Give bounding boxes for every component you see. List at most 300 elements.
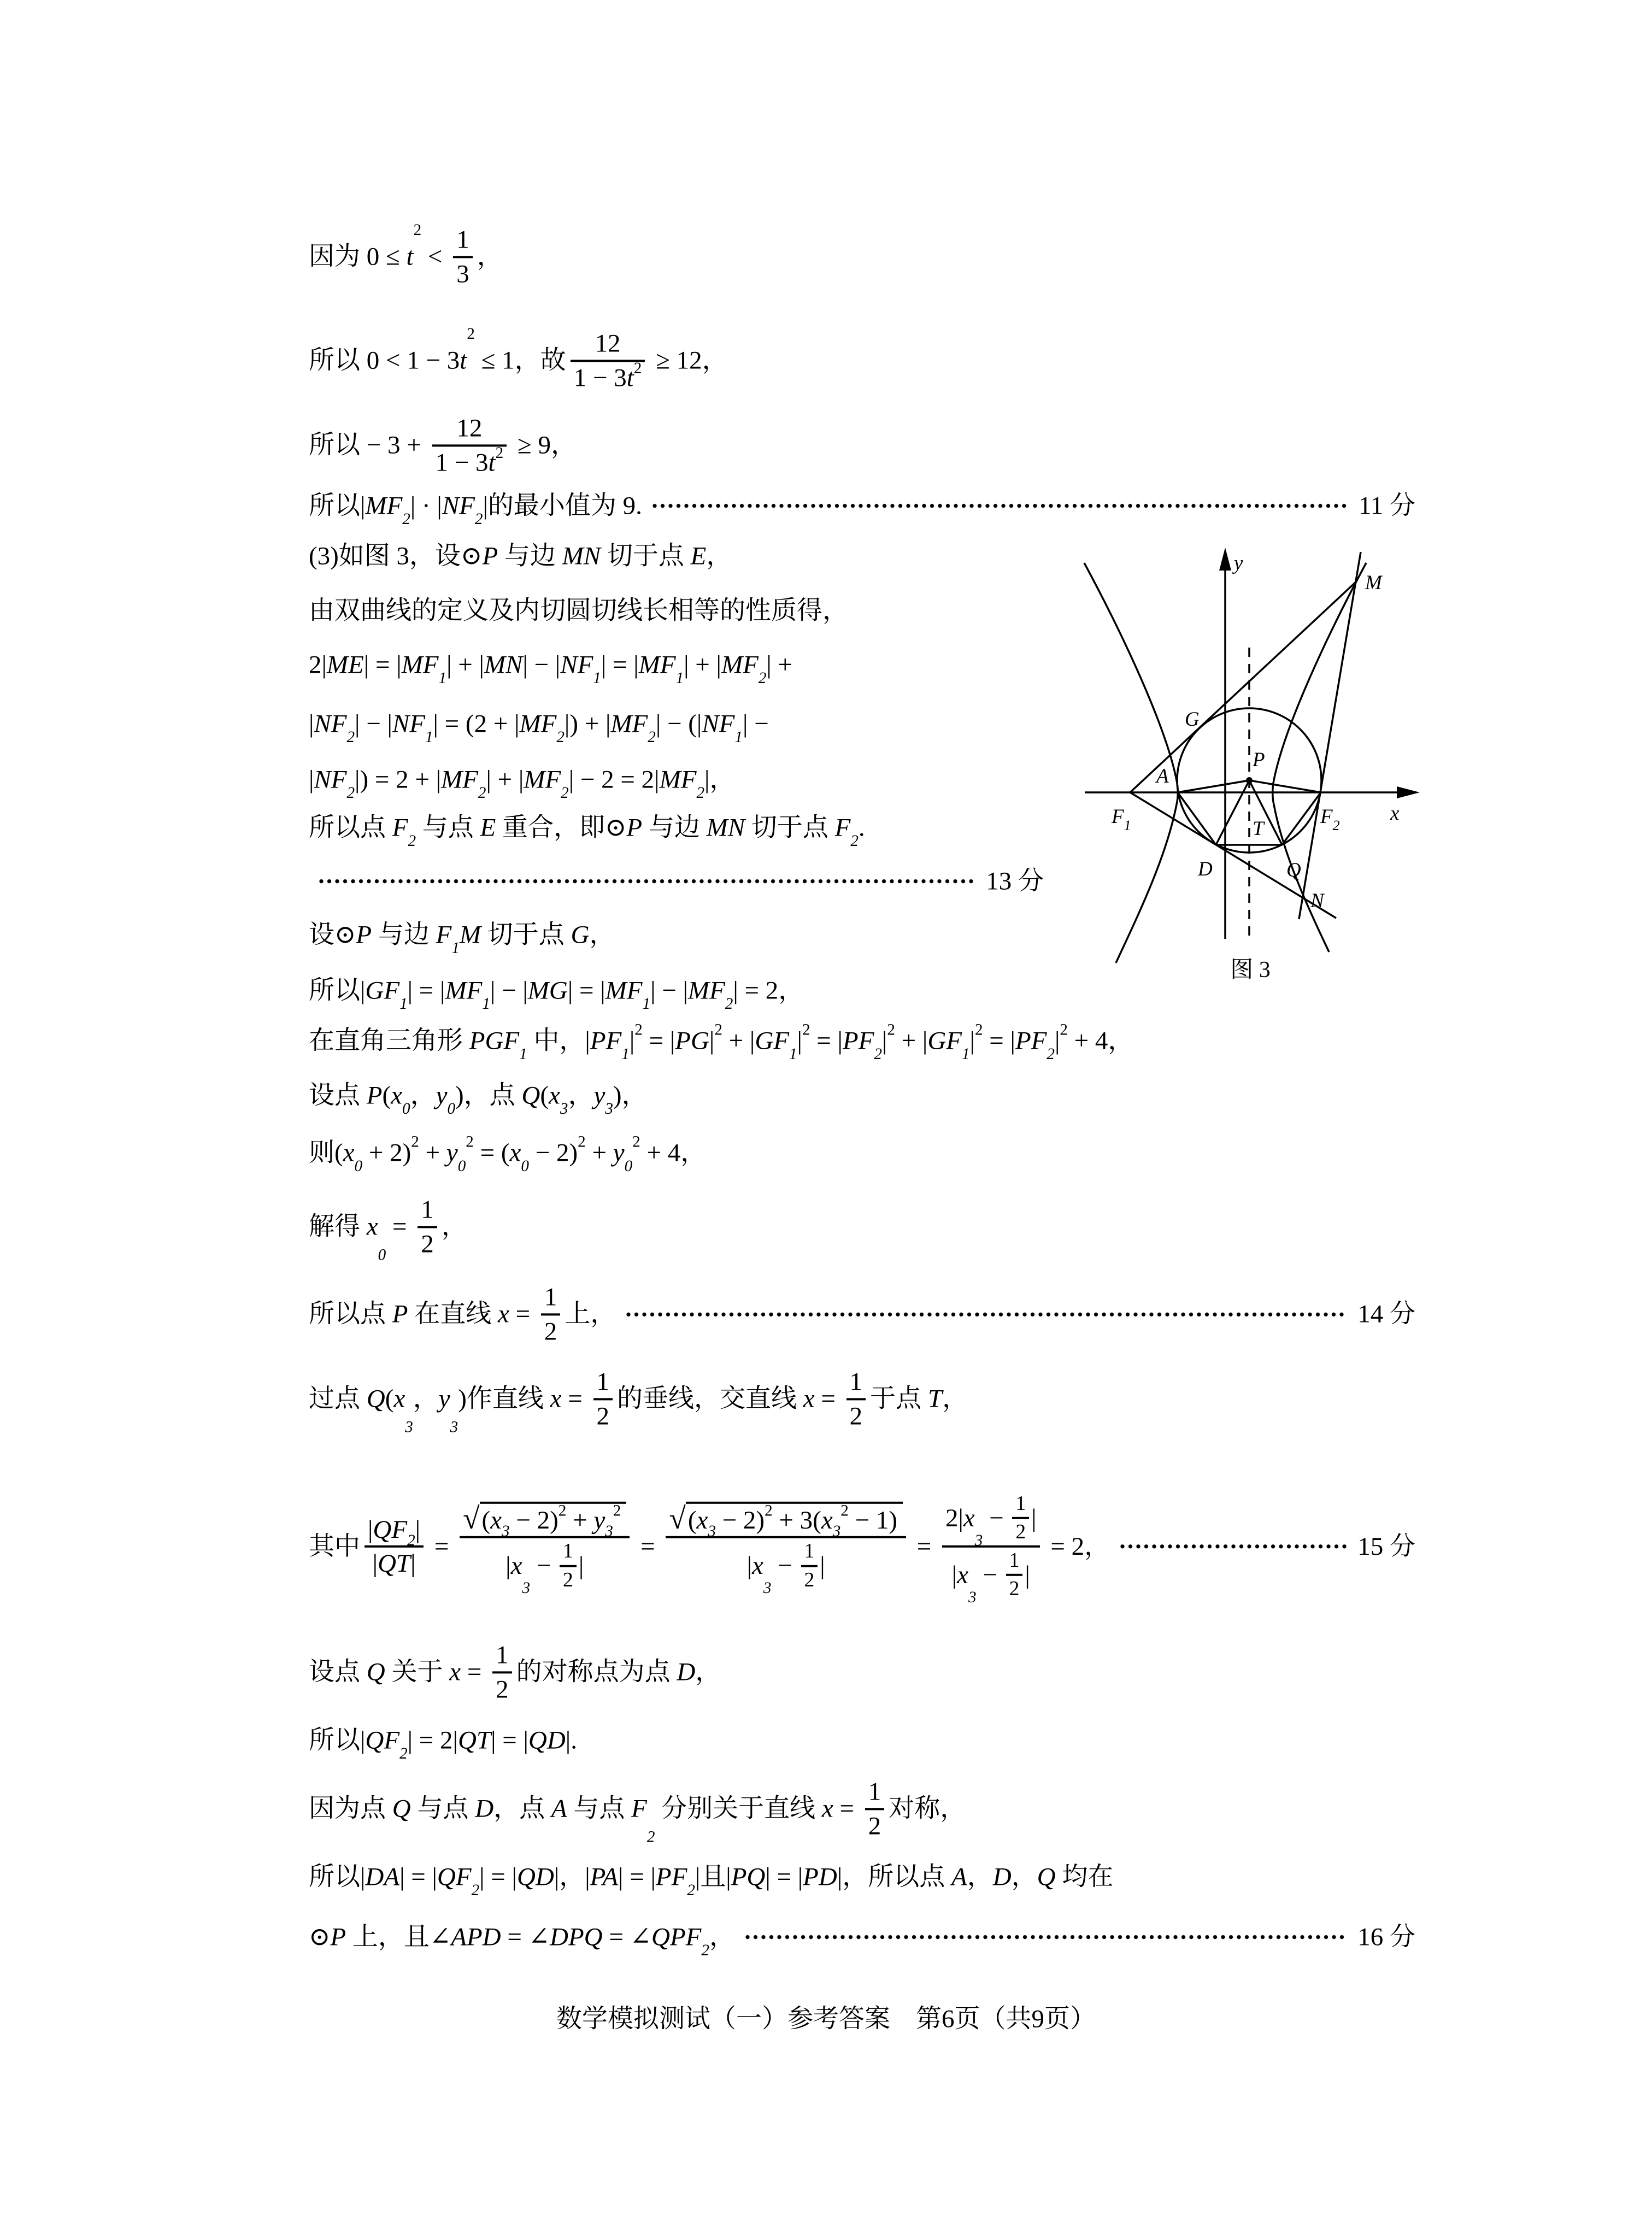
subscript: 2 xyxy=(1047,1045,1055,1063)
label-P: P xyxy=(1253,749,1265,771)
text-run: = ( xyxy=(473,1138,510,1167)
math-var: MF xyxy=(638,650,676,679)
radius-PF2 xyxy=(1249,780,1321,792)
math-var: MF xyxy=(605,976,643,1005)
score-label: 16 分 xyxy=(1357,1923,1415,1951)
fraction xyxy=(846,1367,866,1430)
numerator xyxy=(365,1515,424,1550)
radical-sign: √ xyxy=(463,1501,480,1535)
score-label: 15 分 xyxy=(1357,1532,1415,1561)
subscript: 0 xyxy=(378,1246,386,1264)
text-run: ， xyxy=(1011,1862,1037,1891)
text-run: 2| xyxy=(309,650,327,679)
math-var: PF xyxy=(590,1026,622,1055)
subscript: 3 xyxy=(450,1418,458,1436)
text-run: = xyxy=(561,1384,589,1413)
denominator xyxy=(744,1540,828,1597)
page-footer: 数学模拟测试（一）参考答案 第6页（共9页） xyxy=(556,2004,1096,2033)
text-run: 12 xyxy=(456,414,483,443)
text-run: 分别关于直线 xyxy=(655,1794,822,1823)
text-run: = xyxy=(910,1532,938,1561)
text-run: = ∠ xyxy=(602,1923,651,1951)
subscript: 0 xyxy=(521,1157,529,1175)
text-run: ( xyxy=(540,1081,549,1110)
math-var: GF xyxy=(365,976,400,1005)
fraction-bar xyxy=(418,1226,437,1228)
dotted-leader xyxy=(652,503,1349,509)
text-line-20 xyxy=(309,1492,1415,1607)
numerator xyxy=(1012,1492,1029,1515)
math-var: MF xyxy=(610,709,648,738)
text-run: ( xyxy=(382,1081,391,1110)
subscript: 2 xyxy=(471,1881,480,1899)
text-run: 与边 xyxy=(372,920,436,949)
math-var: A xyxy=(551,1794,567,1823)
subscript: 3 xyxy=(405,1418,413,1436)
superscript: 2 xyxy=(495,444,504,462)
text-run: | xyxy=(415,1515,421,1544)
text-run: | = | xyxy=(407,976,445,1005)
text-run: 1 xyxy=(596,1367,610,1396)
text-run: |. xyxy=(565,1726,577,1755)
text-run: 在直角三角形 xyxy=(309,1026,469,1055)
numerator xyxy=(453,225,473,254)
superscript: 2 xyxy=(578,1133,586,1151)
math-var: QD xyxy=(516,1862,554,1891)
figure-caption: 图 3 xyxy=(1230,957,1271,983)
line-F1M xyxy=(1130,582,1356,792)
text-run: ， xyxy=(942,1384,968,1413)
subscript: 1 xyxy=(451,939,460,957)
text-run: | − 2 = 2| xyxy=(568,765,660,794)
label-F2 xyxy=(1320,806,1340,833)
math-var: x xyxy=(963,1503,975,1532)
superscript: 2 xyxy=(974,1021,983,1039)
math-var: P xyxy=(366,1081,383,1110)
text-run: − xyxy=(976,1560,1004,1589)
math-var: x xyxy=(550,1384,562,1413)
text-run: 设⊙ xyxy=(309,920,356,949)
math-var: y xyxy=(436,1081,448,1110)
fraction xyxy=(942,1492,1040,1607)
label-T: T xyxy=(1253,818,1264,840)
text-line-15 xyxy=(309,1080,1415,1118)
figure-3 xyxy=(1066,519,1443,989)
subscript: 0 xyxy=(354,1157,363,1175)
text-run: 切于点 xyxy=(745,813,835,842)
denominator xyxy=(502,1540,587,1597)
text-run: ， xyxy=(967,1862,993,1891)
subscript: 3 xyxy=(605,1100,613,1118)
text-run: = | xyxy=(983,1026,1015,1055)
text-run: − 2) xyxy=(715,1506,765,1535)
math-var: x xyxy=(393,1384,405,1413)
superscript: 2 xyxy=(632,1133,640,1151)
math-var: PF xyxy=(1015,1026,1047,1055)
math-var: y xyxy=(593,1081,605,1110)
subscript: 1 xyxy=(482,995,490,1013)
math-var: x xyxy=(391,1081,402,1110)
subscript: 2 xyxy=(758,669,767,687)
text-run: = xyxy=(814,1384,842,1413)
text-run: + xyxy=(419,1138,446,1167)
subscript: 0 xyxy=(447,1100,455,1118)
denominator xyxy=(949,1549,1033,1607)
text-run: 2 xyxy=(421,1230,434,1258)
text-line-18 xyxy=(309,1283,1415,1345)
hyperbola-left-branch xyxy=(1084,563,1178,963)
superscript: 2 xyxy=(466,1133,474,1151)
subscript: 2 xyxy=(346,784,355,802)
radius-PD xyxy=(1216,780,1249,845)
text-run: 与点 xyxy=(567,1794,632,1823)
label-D: D xyxy=(1198,858,1213,880)
superscript: 2 xyxy=(613,1502,621,1520)
text-run: 所以| xyxy=(309,1726,366,1755)
math-var: APD xyxy=(451,1923,501,1951)
text-run: 1 xyxy=(544,1283,557,1312)
denominator xyxy=(492,1675,512,1704)
subscript: 2 xyxy=(556,728,565,746)
text-run: 1 xyxy=(1015,1492,1026,1515)
text-run: | xyxy=(629,1026,635,1055)
subscript: 3 xyxy=(974,1532,983,1550)
fraction xyxy=(453,225,473,288)
text-run: = ∠ xyxy=(501,1923,550,1951)
text-line-21 xyxy=(309,1641,1415,1703)
text-run: 1 − 3 xyxy=(435,448,489,477)
math-var: MN xyxy=(484,650,523,679)
text-run: |且| xyxy=(695,1862,731,1891)
subscript: 2 xyxy=(407,1532,415,1550)
numerator xyxy=(865,1777,885,1806)
math-var: Q xyxy=(1037,1862,1056,1891)
text-run: | = | xyxy=(491,1726,528,1755)
radical-sign: √ xyxy=(669,1501,686,1535)
text-line-24 xyxy=(309,1861,1415,1899)
text-run: = xyxy=(386,1212,414,1241)
text-run: | xyxy=(1054,1026,1060,1055)
text-run: | = | xyxy=(765,1862,803,1891)
numerator xyxy=(460,1501,630,1541)
label-F1 xyxy=(1111,806,1131,833)
subscript: 1 xyxy=(642,995,651,1013)
superscript: 2 xyxy=(411,1133,419,1151)
subscript: 2 xyxy=(687,1881,695,1899)
text-run: = | xyxy=(642,1026,675,1055)
text-run: 1 xyxy=(868,1777,881,1806)
denominator xyxy=(432,444,507,477)
subscript: 0 xyxy=(624,1157,633,1175)
text-run: 则( xyxy=(309,1138,343,1167)
label-y: y xyxy=(1234,552,1243,574)
text-run: ( xyxy=(385,1384,394,1413)
math-var: DA xyxy=(365,1862,400,1891)
text-run: | xyxy=(820,1551,825,1580)
text-run: 1 xyxy=(496,1641,509,1670)
text-run: ， xyxy=(695,1657,721,1686)
denominator xyxy=(593,1402,613,1431)
text-run: 2 xyxy=(563,1568,573,1591)
text-line-19 xyxy=(309,1367,1415,1436)
y-axis-arrow-icon xyxy=(1219,548,1231,571)
math-var: PF xyxy=(842,1026,874,1055)
math-var: MF xyxy=(659,765,697,794)
subscript: 2 xyxy=(725,995,733,1013)
text-run: | xyxy=(309,709,314,738)
math-var: QPF xyxy=(651,1923,702,1951)
text-run: 因为点 xyxy=(309,1794,392,1823)
text-run: | xyxy=(797,1026,802,1055)
text-run: ≥ 12， xyxy=(649,346,728,375)
text-line-17 xyxy=(309,1195,1415,1264)
subscript: 2 xyxy=(850,832,859,850)
text-run: | = | xyxy=(399,1862,437,1891)
fraction xyxy=(801,1540,818,1591)
math-var: QT xyxy=(377,1549,411,1578)
subscript: 2 xyxy=(696,784,705,802)
text-run: 1 xyxy=(1009,1549,1020,1572)
text-run: )， xyxy=(613,1081,648,1110)
text-run: + 2) xyxy=(362,1138,411,1167)
math-var: MN xyxy=(562,542,601,571)
subscript: 2 xyxy=(561,784,569,802)
fraction-bar xyxy=(560,1565,577,1567)
denominator xyxy=(1006,1578,1023,1601)
text-run: 所以点 xyxy=(309,1300,392,1329)
label-A: A xyxy=(1156,765,1169,787)
text-run: | = | xyxy=(479,1862,517,1891)
text-run: ， xyxy=(441,1212,467,1241)
numerator xyxy=(942,1492,1040,1550)
text-run: |的最小值为 9. xyxy=(483,491,642,520)
subscript: 0 xyxy=(402,1100,410,1118)
fraction xyxy=(865,1777,885,1840)
subscript: 3 xyxy=(522,1579,531,1597)
label-F2-sub: 2 xyxy=(1332,818,1340,833)
math-var: E xyxy=(690,542,707,571)
text-run: = | xyxy=(810,1026,843,1055)
text-run: 所以| xyxy=(309,976,366,1005)
math-var: t xyxy=(626,363,634,392)
dotted-leader xyxy=(1120,1544,1348,1549)
text-run: 均在 xyxy=(1055,1862,1114,1891)
math-var: x xyxy=(549,1081,560,1110)
text-run: | xyxy=(578,1551,584,1580)
subscript: 2 xyxy=(408,832,416,850)
math-var: x xyxy=(449,1657,461,1686)
text-run: 设点 xyxy=(309,1081,367,1110)
subscript: 2 xyxy=(701,1941,709,1959)
denominator xyxy=(846,1402,866,1431)
subscript: 3 xyxy=(502,1523,510,1541)
superscript: 2 xyxy=(802,1021,810,1039)
text-run: | = | xyxy=(618,1862,656,1891)
sqrt xyxy=(669,1501,903,1541)
fraction-bar xyxy=(453,256,473,258)
subscript: 1 xyxy=(593,669,601,687)
math-var: D xyxy=(475,1794,494,1823)
text-run: ， xyxy=(477,242,503,271)
text-run: ( xyxy=(481,1506,491,1535)
superscript: 2 xyxy=(765,1502,773,1520)
text-run: − xyxy=(771,1551,799,1580)
text-run: 2 xyxy=(1009,1578,1020,1601)
denominator xyxy=(865,1812,885,1841)
numerator xyxy=(492,1641,512,1670)
math-var: PQ xyxy=(731,1862,766,1891)
math-var: NF xyxy=(392,709,425,738)
text-run: = xyxy=(509,1300,537,1329)
fraction xyxy=(492,1641,512,1703)
text-run: 所以 0 < 1 − 3 xyxy=(309,346,460,375)
subscript: 1 xyxy=(425,728,433,746)
text-line-3 xyxy=(309,414,1415,477)
text-run: 切于点 xyxy=(601,542,691,571)
denominator xyxy=(571,359,645,392)
denominator xyxy=(801,1568,818,1591)
text-run: | xyxy=(746,1551,752,1580)
text-line-23 xyxy=(309,1777,1415,1846)
superscript: 2 xyxy=(1060,1021,1068,1039)
text-line-16 xyxy=(309,1133,1415,1175)
numerator xyxy=(666,1501,906,1541)
math-var: x xyxy=(490,1506,502,1535)
math-var: MG xyxy=(527,976,568,1005)
superscript: 2 xyxy=(634,1021,643,1039)
text-line-25 xyxy=(309,1921,1415,1959)
text-run: | + | xyxy=(446,650,484,679)
text-run: 与点 xyxy=(410,1794,475,1823)
text-run: (3)如图 3，设⊙ xyxy=(309,542,483,571)
text-run: 2 xyxy=(1015,1520,1026,1543)
label-x: x xyxy=(1390,802,1400,825)
text-run: 与点 xyxy=(416,813,480,842)
fraction-bar xyxy=(1006,1574,1023,1576)
math-var: F xyxy=(392,813,408,842)
math-var: x xyxy=(696,1506,708,1535)
text-run: 对称， xyxy=(889,1794,966,1823)
text-run: | = | xyxy=(567,976,605,1005)
fraction xyxy=(1012,1492,1029,1544)
text-run: 1 xyxy=(421,1195,434,1224)
text-run: 2| xyxy=(945,1503,963,1532)
math-var: G xyxy=(571,920,590,949)
text-line-4 xyxy=(309,490,1415,528)
text-run: |) = 2 + | xyxy=(355,765,442,794)
text-run: . xyxy=(858,813,865,842)
subscript: 0 xyxy=(457,1157,466,1175)
text-run: | − | xyxy=(490,976,528,1005)
sqrt xyxy=(463,1501,626,1541)
text-run: | − xyxy=(742,709,769,738)
text-run: | − | xyxy=(650,976,688,1005)
math-var: NF xyxy=(314,709,347,738)
subscript: 1 xyxy=(621,1045,630,1063)
math-var: DPQ xyxy=(550,1923,603,1951)
text-run: + 3( xyxy=(772,1506,821,1535)
subscript: 1 xyxy=(961,1045,970,1063)
math-var: MF xyxy=(721,650,759,679)
text-run: | = 2| xyxy=(407,1726,458,1755)
math-var: QF xyxy=(373,1515,408,1544)
text-line-11 xyxy=(309,866,1044,898)
text-run: 重合，即⊙ xyxy=(496,813,627,842)
math-var: MN xyxy=(706,813,745,842)
text-run: 解得 xyxy=(309,1212,367,1241)
text-run: | xyxy=(410,1549,416,1578)
text-run: | xyxy=(881,1026,887,1055)
fraction-bar xyxy=(1012,1517,1029,1519)
text-run: 1 xyxy=(849,1367,863,1396)
label-F1-base: F xyxy=(1112,806,1124,828)
superscript: 2 xyxy=(887,1021,895,1039)
label-M: M xyxy=(1365,572,1382,594)
text-run: ⊙ xyxy=(309,1923,331,1951)
text-run: 12 xyxy=(595,329,621,358)
text-run: | = 2， xyxy=(733,976,804,1005)
denominator xyxy=(541,1317,561,1346)
text-run: 2 xyxy=(596,1402,610,1430)
text-run: + 4， xyxy=(1067,1026,1134,1055)
text-run: | − (| xyxy=(655,709,702,738)
text-run: 的对称点为点 xyxy=(516,1657,677,1686)
math-var: F xyxy=(834,813,851,842)
text-run: ， xyxy=(410,1081,436,1110)
superscript: 2 xyxy=(714,1021,722,1039)
subscript: 3 xyxy=(968,1589,977,1607)
text-run: )，点 xyxy=(455,1081,522,1110)
math-var: Q xyxy=(366,1384,385,1413)
superscript: 2 xyxy=(413,221,422,239)
subscript: 2 xyxy=(648,728,656,746)
text-run: + xyxy=(566,1506,594,1535)
denominator xyxy=(560,1568,577,1591)
text-run: | − | xyxy=(355,709,392,738)
superscript: 2 xyxy=(467,325,475,343)
text-run: ， xyxy=(709,1923,735,1951)
text-run: | xyxy=(505,1551,511,1580)
numerator xyxy=(560,1540,577,1563)
text-run: 1 xyxy=(563,1540,573,1563)
text-run: ， xyxy=(568,1081,594,1110)
math-var: GF xyxy=(755,1026,789,1055)
numerator xyxy=(801,1540,818,1563)
text-run: |，所以点 xyxy=(837,1862,951,1891)
superscript: 2 xyxy=(558,1502,567,1520)
denominator xyxy=(369,1549,419,1578)
subscript: 2 xyxy=(478,784,486,802)
x-axis-arrow-icon xyxy=(1397,786,1420,798)
text-run: 1 xyxy=(804,1540,815,1563)
fraction-bar xyxy=(846,1398,866,1400)
math-var: QF xyxy=(437,1862,472,1891)
text-run: = xyxy=(634,1532,662,1561)
math-var: NF xyxy=(442,491,475,520)
text-run: ≥ 9， xyxy=(511,431,577,460)
math-var: MF xyxy=(445,976,483,1005)
math-var: y xyxy=(593,1506,605,1535)
text-run: |) + | xyxy=(564,709,611,738)
math-var: Q xyxy=(521,1081,540,1110)
math-var: NF xyxy=(560,650,593,679)
text-run: 1 − 3 xyxy=(573,363,627,392)
numerator xyxy=(418,1195,437,1224)
math-var: QF xyxy=(365,1726,400,1755)
math-var: x xyxy=(957,1560,969,1589)
math-var: QD xyxy=(528,1726,566,1755)
math-var: x xyxy=(343,1138,355,1167)
